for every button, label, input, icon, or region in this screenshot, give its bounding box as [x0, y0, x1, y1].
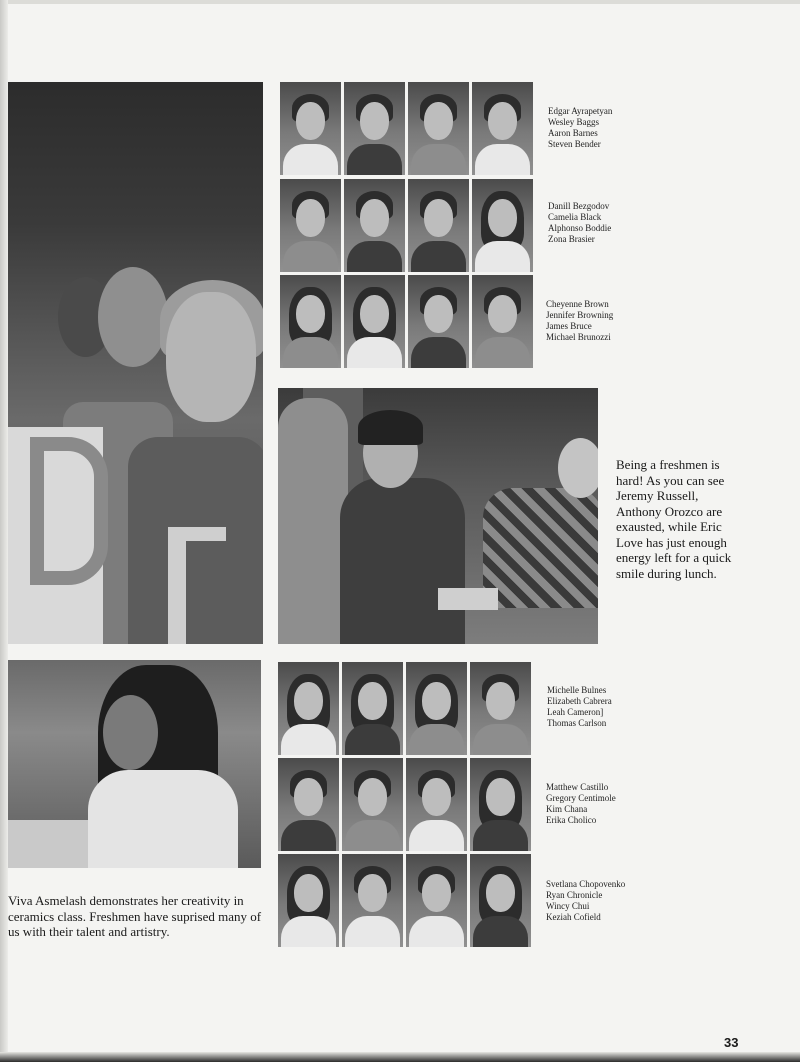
- name-list: Danill Bezgodov Camelia Black Alphonso Boddie Zona Brasier: [548, 201, 612, 244]
- page-binding-edge: [0, 0, 8, 1062]
- page-top-edge: [0, 0, 800, 4]
- student-portrait: [470, 758, 531, 851]
- student-portrait: [278, 758, 339, 851]
- photo-caption: Being a freshmen is hard! As you can see Jeremy Russell, Anthony Orozco are exausted, while Eric Love has just enough energy left for a quick smile during lunch.: [616, 457, 732, 581]
- student-portrait: [406, 854, 467, 947]
- student-portrait: [472, 82, 533, 175]
- student-portrait: [344, 179, 405, 272]
- name-list: Svetlana Chopovenko Ryan Chronicle Wincy Chui Keziah Cofield: [546, 879, 626, 922]
- student-portrait: [470, 662, 531, 755]
- student-portrait: [408, 179, 469, 272]
- student-portrait: [280, 179, 341, 272]
- student-portrait: [408, 275, 469, 368]
- page-bottom-edge: [0, 1052, 800, 1062]
- name-list: Matthew Castillo Gregory Centimole Kim Chana Erika Cholico: [546, 782, 616, 825]
- ceramics-class-photo: [8, 660, 261, 868]
- student-portrait: [342, 758, 403, 851]
- page-number: 33: [724, 1035, 739, 1050]
- student-portrait: [406, 662, 467, 755]
- student-portrait: [278, 854, 339, 947]
- student-portrait: [280, 275, 341, 368]
- student-portrait: [344, 82, 405, 175]
- name-list: Edgar Ayrapetyan Wesley Baggs Aaron Barnes Steven Bender: [548, 106, 613, 149]
- student-portrait: [278, 662, 339, 755]
- student-portrait: [406, 758, 467, 851]
- student-portrait: [342, 854, 403, 947]
- student-portrait: [408, 82, 469, 175]
- freshmen-lunch-photo: [278, 388, 598, 644]
- student-portrait: [470, 854, 531, 947]
- student-portrait: [344, 275, 405, 368]
- student-portrait: [472, 275, 533, 368]
- students-with-banner-photo: [8, 82, 263, 644]
- student-portrait: [472, 179, 533, 272]
- student-portrait: [280, 82, 341, 175]
- name-list: Cheyenne Brown Jennifer Browning James Bruce Michael Brunozzi: [546, 299, 614, 342]
- photo-caption: Viva Asmelash demonstrates her creativity in ceramics class. Freshmen have suprised many of us with their talent and artistry.: [8, 893, 262, 939]
- name-list: Michelle Bulnes Elizabeth Cabrera Leah Cameron] Thomas Carlson: [547, 685, 612, 728]
- student-portrait: [342, 662, 403, 755]
